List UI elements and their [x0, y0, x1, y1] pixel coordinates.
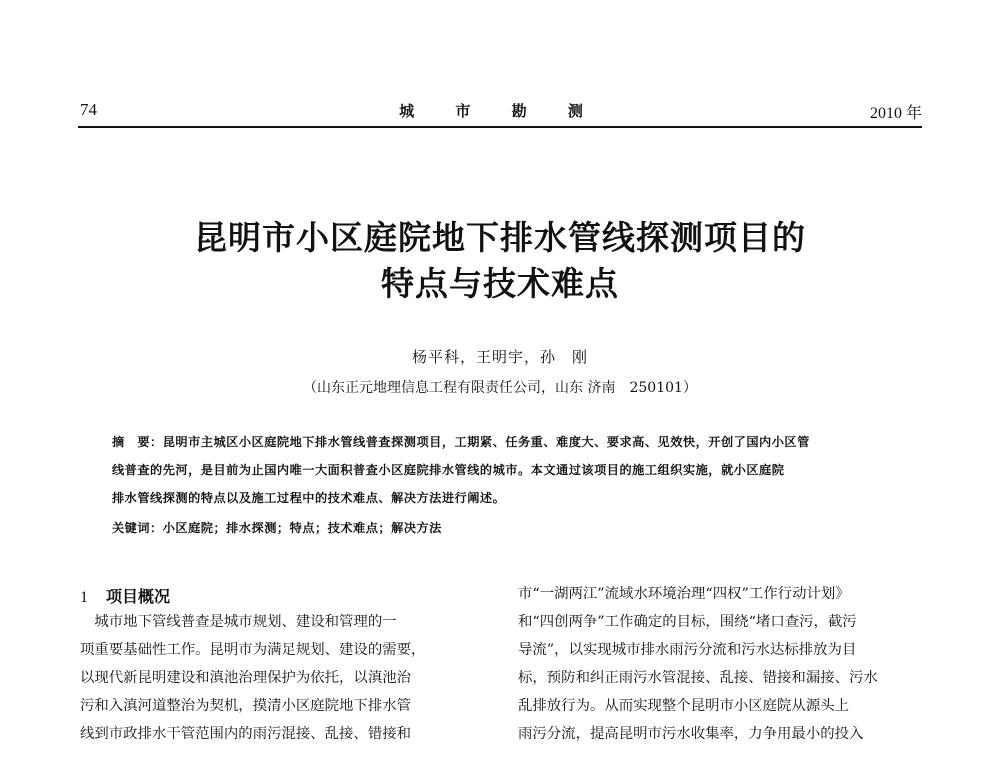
body-text-line: 雨污分流，提高昆明市污水收集率，力争用最小的投入 — [518, 726, 864, 742]
body-text-line: 线到市政排水干管范围内的雨污混接、乱接、错接和 — [80, 726, 411, 742]
body-text-line: 市“一湖两江”流域水环境治理“四权”工作行动计划》 — [518, 586, 850, 602]
author-list: 杨平科，王明宇，孙 刚 — [411, 348, 588, 366]
body-text-line: 项重要基础性工作。昆明市为满足规划、建设的需要， — [80, 642, 426, 658]
issue-year: 2010 年 — [869, 105, 922, 122]
keywords-label: 关键词： — [112, 521, 163, 535]
body-text-line: 以现代新昆明建设和滇池治理保护为依托，以滇池治 — [80, 670, 411, 686]
section-number: 1 — [80, 589, 88, 606]
body-text-line: 导流”，以实现城市排水雨污分流和污水达标排放为目 — [518, 642, 857, 658]
section-heading — [80, 584, 170, 607]
body-column-left — [80, 608, 490, 748]
body-text-line: 和“四创两争”工作确定的目标，围绕“堵口查污，截污 — [518, 614, 857, 630]
affiliation: （山东正元地理信息工程有限责任公司，山东 济南 250101） — [303, 380, 697, 396]
paper-title-line-1: 昆明市小区庭院地下排水管线探测项目的 — [194, 218, 806, 257]
abstract-text: 昆明市主城区小区庭院地下排水管线普查探测项目，工期紧、任务重、难度大、要求高、见效快，开创了国内小区管 — [162, 435, 810, 449]
body-text-line: 城市地下管线普查是城市规划、建设和管理的一 — [80, 614, 397, 630]
paper-title-line-2: 特点与技术难点 — [381, 264, 619, 303]
body-column-right — [518, 580, 928, 748]
body-text-line: 污和入滇河道整治为契机，摸清小区庭院地下排水管 — [80, 698, 411, 714]
abstract-line: 线普查的先河，是目前为止国内唯一大面积普查小区庭院排水管线的城市。本文通过该项目的施工组织实施，就小区庭院 — [112, 463, 785, 477]
page-number: 74 — [80, 100, 97, 119]
abstract-line: 排水管线探测的特点以及施工过程中的技术难点、解决方法进行阐述。 — [112, 491, 506, 505]
keywords-text: 小区庭院；排水探测；特点；技术难点；解决方法 — [162, 521, 442, 535]
page-header — [78, 96, 922, 126]
body-text-line: 标，预防和纠正雨污水管混接、乱接、错接和漏接、污水 — [518, 670, 878, 686]
abstract-label: 摘 要： — [112, 435, 163, 449]
keywords-line — [112, 514, 912, 542]
abstract-line — [112, 428, 912, 456]
header-rule — [78, 126, 922, 128]
body-text-line: 乱排放行为。从而实现整个昆明市小区庭院从源头上 — [518, 698, 849, 714]
journal-name: 城 市 勘 测 — [399, 102, 601, 120]
section-title: 项目概况 — [106, 587, 171, 606]
